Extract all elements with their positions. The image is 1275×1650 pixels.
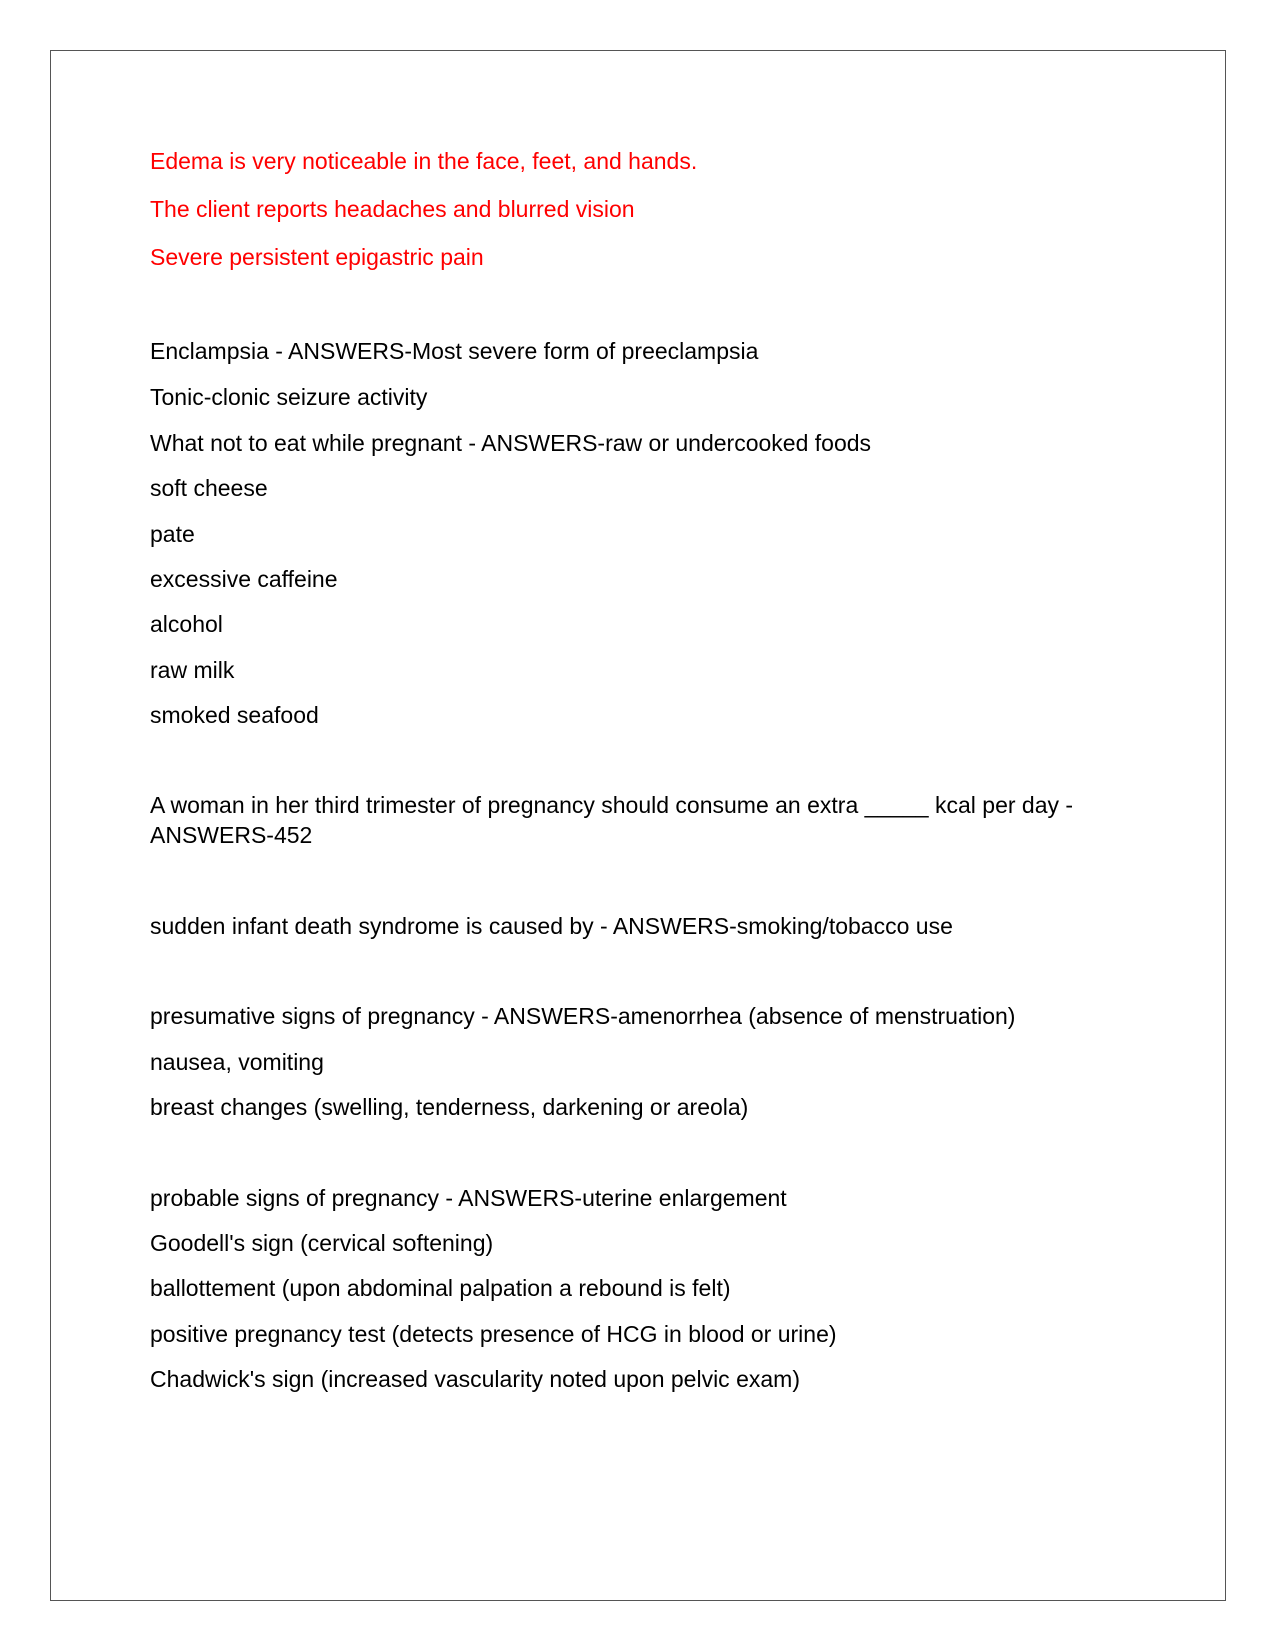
answer-line: soft cheese (150, 475, 268, 501)
answer-line: raw milk (150, 657, 235, 683)
flashcard-question-sids: sudden infant death syndrome is caused by - ANSWERS-smoking/tobacco use (150, 913, 953, 939)
flashcard-question-foods: What not to eat while pregnant - ANSWERS-raw or undercooked foods (150, 430, 872, 456)
flashcard-question-probable: probable signs of pregnancy - ANSWERS-uterine enlargement (150, 1185, 787, 1211)
flashcard-question-presumptive: presumative signs of pregnancy - ANSWERS-amenorrhea (absence of menstruation) (150, 1003, 1016, 1029)
answer-line: breast changes (swelling, tenderness, darkening or areola) (150, 1094, 749, 1120)
flashcard-question-eclampsia: Enclampsia - ANSWERS-Most severe form of preeclampsia (150, 338, 759, 364)
answer-line: excessive caffeine (150, 566, 338, 592)
answer-line: Tonic-clonic seizure activity (150, 384, 428, 410)
answer-line: smoked seafood (150, 702, 319, 728)
highlighted-line: The client reports headaches and blurred vision (150, 196, 635, 222)
answer-line: alcohol (150, 611, 223, 637)
answer-line: Goodell's sign (cervical softening) (150, 1230, 494, 1256)
answer-line: positive pregnancy test (detects presence of HCG in blood or urine) (150, 1321, 837, 1347)
highlighted-line: Severe persistent epigastric pain (150, 244, 484, 270)
highlighted-line: Edema is very noticeable in the face, feet, and hands. (150, 148, 698, 174)
answer-line: pate (150, 521, 195, 547)
answer-line: nausea, vomiting (150, 1049, 324, 1075)
answer-line: Chadwick's sign (increased vascularity noted upon pelvic exam) (150, 1366, 800, 1392)
answer-line: ballottement (upon abdominal palpation a rebound is felt) (150, 1275, 731, 1301)
flashcard-question-kcal: A woman in her third trimester of pregnancy should consume an extra _____ kcal per day - ANSWERS-452 (150, 792, 1074, 848)
